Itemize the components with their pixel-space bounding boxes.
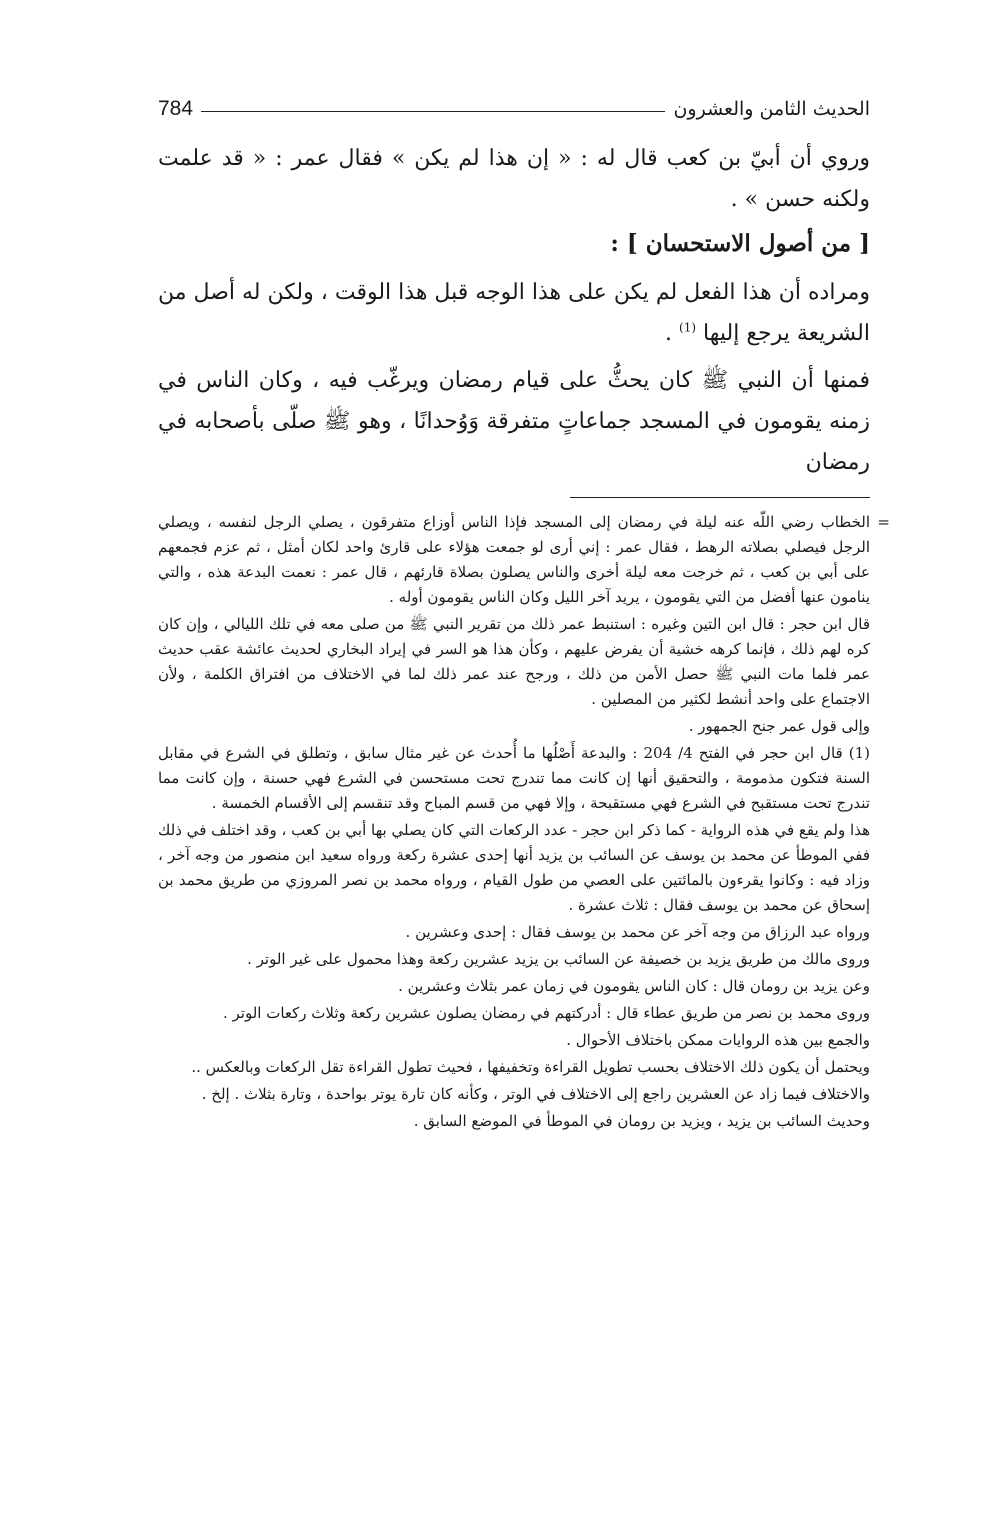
main-paragraph-2-end: . — [665, 321, 680, 346]
footnote-line: وروى محمد بن نصر من طريق عطاء قال : أدركتهم في رمضان يصلون عشرين ركعة وثلاث ركعات الوتر . — [222, 1004, 870, 1022]
main-paragraph-2-text: ومراده أن هذا الفعل لم يكن على هذا الوجه قبل هذا الوقت ، ولكن له أصل من الشريعة يرجع إليها — [158, 280, 870, 346]
footnote-1: (1) قال ابن حجر في الفتح 4/ 204 : والبدعة أَصْلُها ما أُحدث عن غير مثال سابق ، وتطلق في الشرع في مقابل السنة فتكون مذمومة ، والتحقيق أنها إن كانت مما تندرج تحت مستحسن في الشرع فهي حسنة ، وإن كانت مما تندرج تحت مستقبح في الشرع فهي مستقبحة ، وإلا فهي من قسم المباح وقد تنقسم إلى الأقسام الخمسة . — [158, 744, 870, 812]
footnote-ref-1[interactable]: (1) — [679, 320, 697, 335]
footnote-line: وروى مالك من طريق يزيد بن خصيفة عن السائب بن يزيد عشرين ركعة وهذا محمول على غير الوتر . — [247, 950, 870, 968]
running-header — [158, 92, 870, 126]
main-paragraph-3: فمنها أن النبي ﷺ كان يحثُّ على قيام رمضان ويرغّب فيه ، وكان الناس في زمنه يقومون في المسجد جماعاتٍ متفرقة وَوُحدانًا ، وهو ﷺ صلّى بأصحابه في رمضان — [158, 368, 870, 475]
footnote-line: الخطاب رضي اللّه عنه ليلة في رمضان إلى المسجد فإذا الناس أوزاع متفرقون ، يصلي الرجل لنفسه ، ويصلي الرجل فيصلي بصلاته الرهط ، فقال عمر : إني أرى لو جمعت هؤلاء على قارئ واحد لكان أمثل ، ثم عزم فجمعهم على أبي بن كعب ، ثم خرجت معه ليلة أخرى والناس يصلون بصلاة قارئهم ، قال عمر : نعمت البدعة هذه ، والتي ينامون عنها أفضل من التي يقومون ، يريد آخر الليل وكان الناس يقومون أوله . — [158, 513, 870, 606]
footnotes — [158, 510, 890, 1134]
footnote-line: هذا ولم يقع في هذه الرواية - كما ذكر ابن حجر - عدد الركعات التي كان يصلي بها أبي بن كعب ، وقد اختلف في ذلك ففي الموطأ عن محمد بن يوسف عن السائب بن يزيد أنها إحدى عشرة ركعة ورواه سعيد ابن منصور من وجه آخر ، وزاد فيه : وكانوا يقرءون بالمائتين على العصي من طول القيام ، ورواه محمد بن نصر المروزي من طريق محمد بن إسحاق عن محمد بن يوسف فقال : ثلاث عشرة . — [158, 821, 870, 914]
continuation-mark: = — [877, 513, 890, 531]
footnote-line: ويحتمل أن يكون ذلك الاختلاف بحسب تطويل القراءة وتخفيفها ، فحيث تطول القراءة تقل الركعات وبالعكس .. — [191, 1058, 870, 1076]
footnote-line: والجمع بين هذه الروايات ممكن باختلاف الأحوال . — [566, 1031, 870, 1049]
footnote-line: قال ابن حجر : قال ابن التين وغيره : استنبط عمر ذلك من تقرير النبي ﷺ من صلى معه في تلك الليالي ، وإن كان كره لهم ذلك ، فإنما كرهه خشية أن يفرض عليهم ، وكأن هذا هو السر في إيراد البخاري لحديث عائشة عقب حديث عمر فلما مات النبي ﷺ حصل الأمن من ذلك ، ورجح عند عمر ذلك لما في الاختلاف من افتراق الكلمة ، ولأن الاجتماع على واحد أنشط لكثير من المصلين . — [158, 615, 870, 708]
footnote-line: وإلى قول عمر جنح الجمهور . — [688, 717, 870, 735]
section-heading: [ من أصول الاستحسان ] : — [610, 230, 870, 257]
footnote-line: وحديث السائب بن يزيد ، ويزيد بن رومان في الموطأ في الموضع السابق . — [413, 1112, 870, 1130]
main-paragraph-1: وروي أن أبيّ بن كعب قال له : « إن هذا لم يكن » فقال عمر : « قد علمت ولكنه حسن » . — [158, 146, 870, 212]
header-rule — [201, 111, 665, 112]
book-page — [158, 92, 890, 1136]
main-text — [158, 138, 870, 483]
footnote-line: وعن يزيد بن رومان قال : كان الناس يقومون في زمان عمر بثلاث وعشرين . — [398, 977, 870, 995]
main-paragraph-2 — [158, 272, 870, 354]
page-number: 784 — [158, 97, 194, 120]
footnote-line: والاختلاف فيما زاد عن العشرين راجع إلى الاختلاف في الوتر ، وكأنه كان تارة يوتر بواحدة ، وتارة بثلاث . إلخ . — [201, 1085, 870, 1103]
footnote-separator — [570, 497, 870, 498]
running-title: الحديث الثامن والعشرون — [673, 98, 870, 120]
footnote-line: ورواه عبد الرزاق من وجه آخر عن محمد بن يوسف فقال : إحدى وعشرين . — [405, 923, 870, 941]
